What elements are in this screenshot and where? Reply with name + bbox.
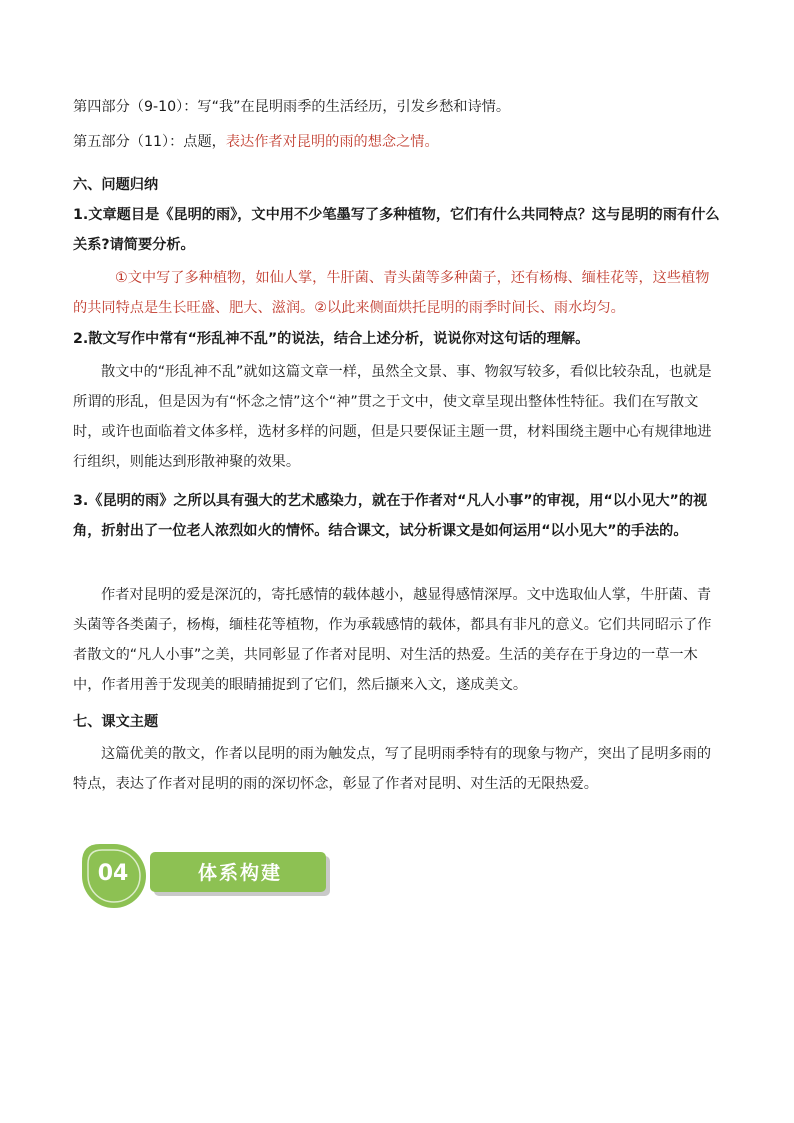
- q2-answer: 散文中的“形乱神不乱”就如这篇文章一样，虽然全文景、事、物叙写较多，看似比较杂乱，也就是所谓的形乱，但是因为有“怀念之情”这个“神”贯之于文中，使文章呈现出整体性特征。我们在写散文时，或许也面临着文体多样，选材多样的问题，但是只要保证主题一贯，材料围绕主题中心有规律地进行组织，则能达到形散神聚的效果。: [73, 364, 712, 470]
- section-badge-number: 04: [97, 861, 129, 886]
- part4-label: 第四部分（9-10）：: [73, 99, 198, 115]
- part5-text-red: 表达作者对昆明的雨的想念之情。: [225, 134, 439, 150]
- q3-answer: 作者对昆明的爱是深沉的，寄托感情的载体越小，越显得感情深厚。文中选取仙人掌，牛肝菌、青头菌等各类菌子，杨梅，缅桂花等植物，作为承载感情的载体，都具有非凡的意义。它们共同昭示了作者散文的“凡人小事”之美，共同彰显了作者对昆明、对生活的热爱。生活的美存在于身边的一草一木中，作者用善于发现美的眼睛捕捉到了它们，然后撷来入文，遂成美文。: [73, 587, 712, 693]
- part5-text: 点题，: [183, 134, 226, 150]
- q2-question: 2.散文写作中常有“形乱神不乱”的说法，结合上述分析，说说你对这句话的理解。: [73, 331, 590, 347]
- section7-title: 七、课文主题: [73, 714, 159, 730]
- part5-label: 第五部分（11）：: [73, 134, 184, 150]
- part5-line: [73, 127, 723, 157]
- section6-title: 六、问题归纳: [73, 177, 159, 193]
- part4-text: 写“我”在昆明雨季的生活经历，引发乡愁和诗情。: [197, 99, 511, 115]
- part4-line: [73, 92, 723, 122]
- section-banner-title: 体系构建: [197, 862, 282, 884]
- q3-question: 3.《昆明的雨》之所以具有强大的艺术感染力，就在于作者对“凡人小事”的审视，用“以小见大”的视角，折射出了一位老人浓烈如火的情怀。结合课文，试分析课文是如何运用“以小见大”的手法的。: [73, 493, 708, 539]
- theme-text: 这篇优美的散文，作者以昆明的雨为触发点，写了昆明雨季特有的现象与物产，突出了昆明多雨的特点，表达了作者对昆明的雨的深切怀念，彰显了作者对昆明、对生活的无限热爱。: [73, 746, 712, 792]
- q1-question: 1.文章题目是《昆明的雨》，文中用不少笔墨写了多种植物，它们有什么共同特点？这与昆明的雨有什么关系?请简要分析。: [73, 207, 720, 253]
- q1-answer: ①文中写了多种植物，如仙人掌，牛肝菌、青头菌等多种菌子，还有杨梅、缅桂花等，这些植物的共同特点是生长旺盛、肥大、滋润。②以此来侧面烘托昆明的雨季时间长、雨水均匀。: [73, 270, 710, 316]
